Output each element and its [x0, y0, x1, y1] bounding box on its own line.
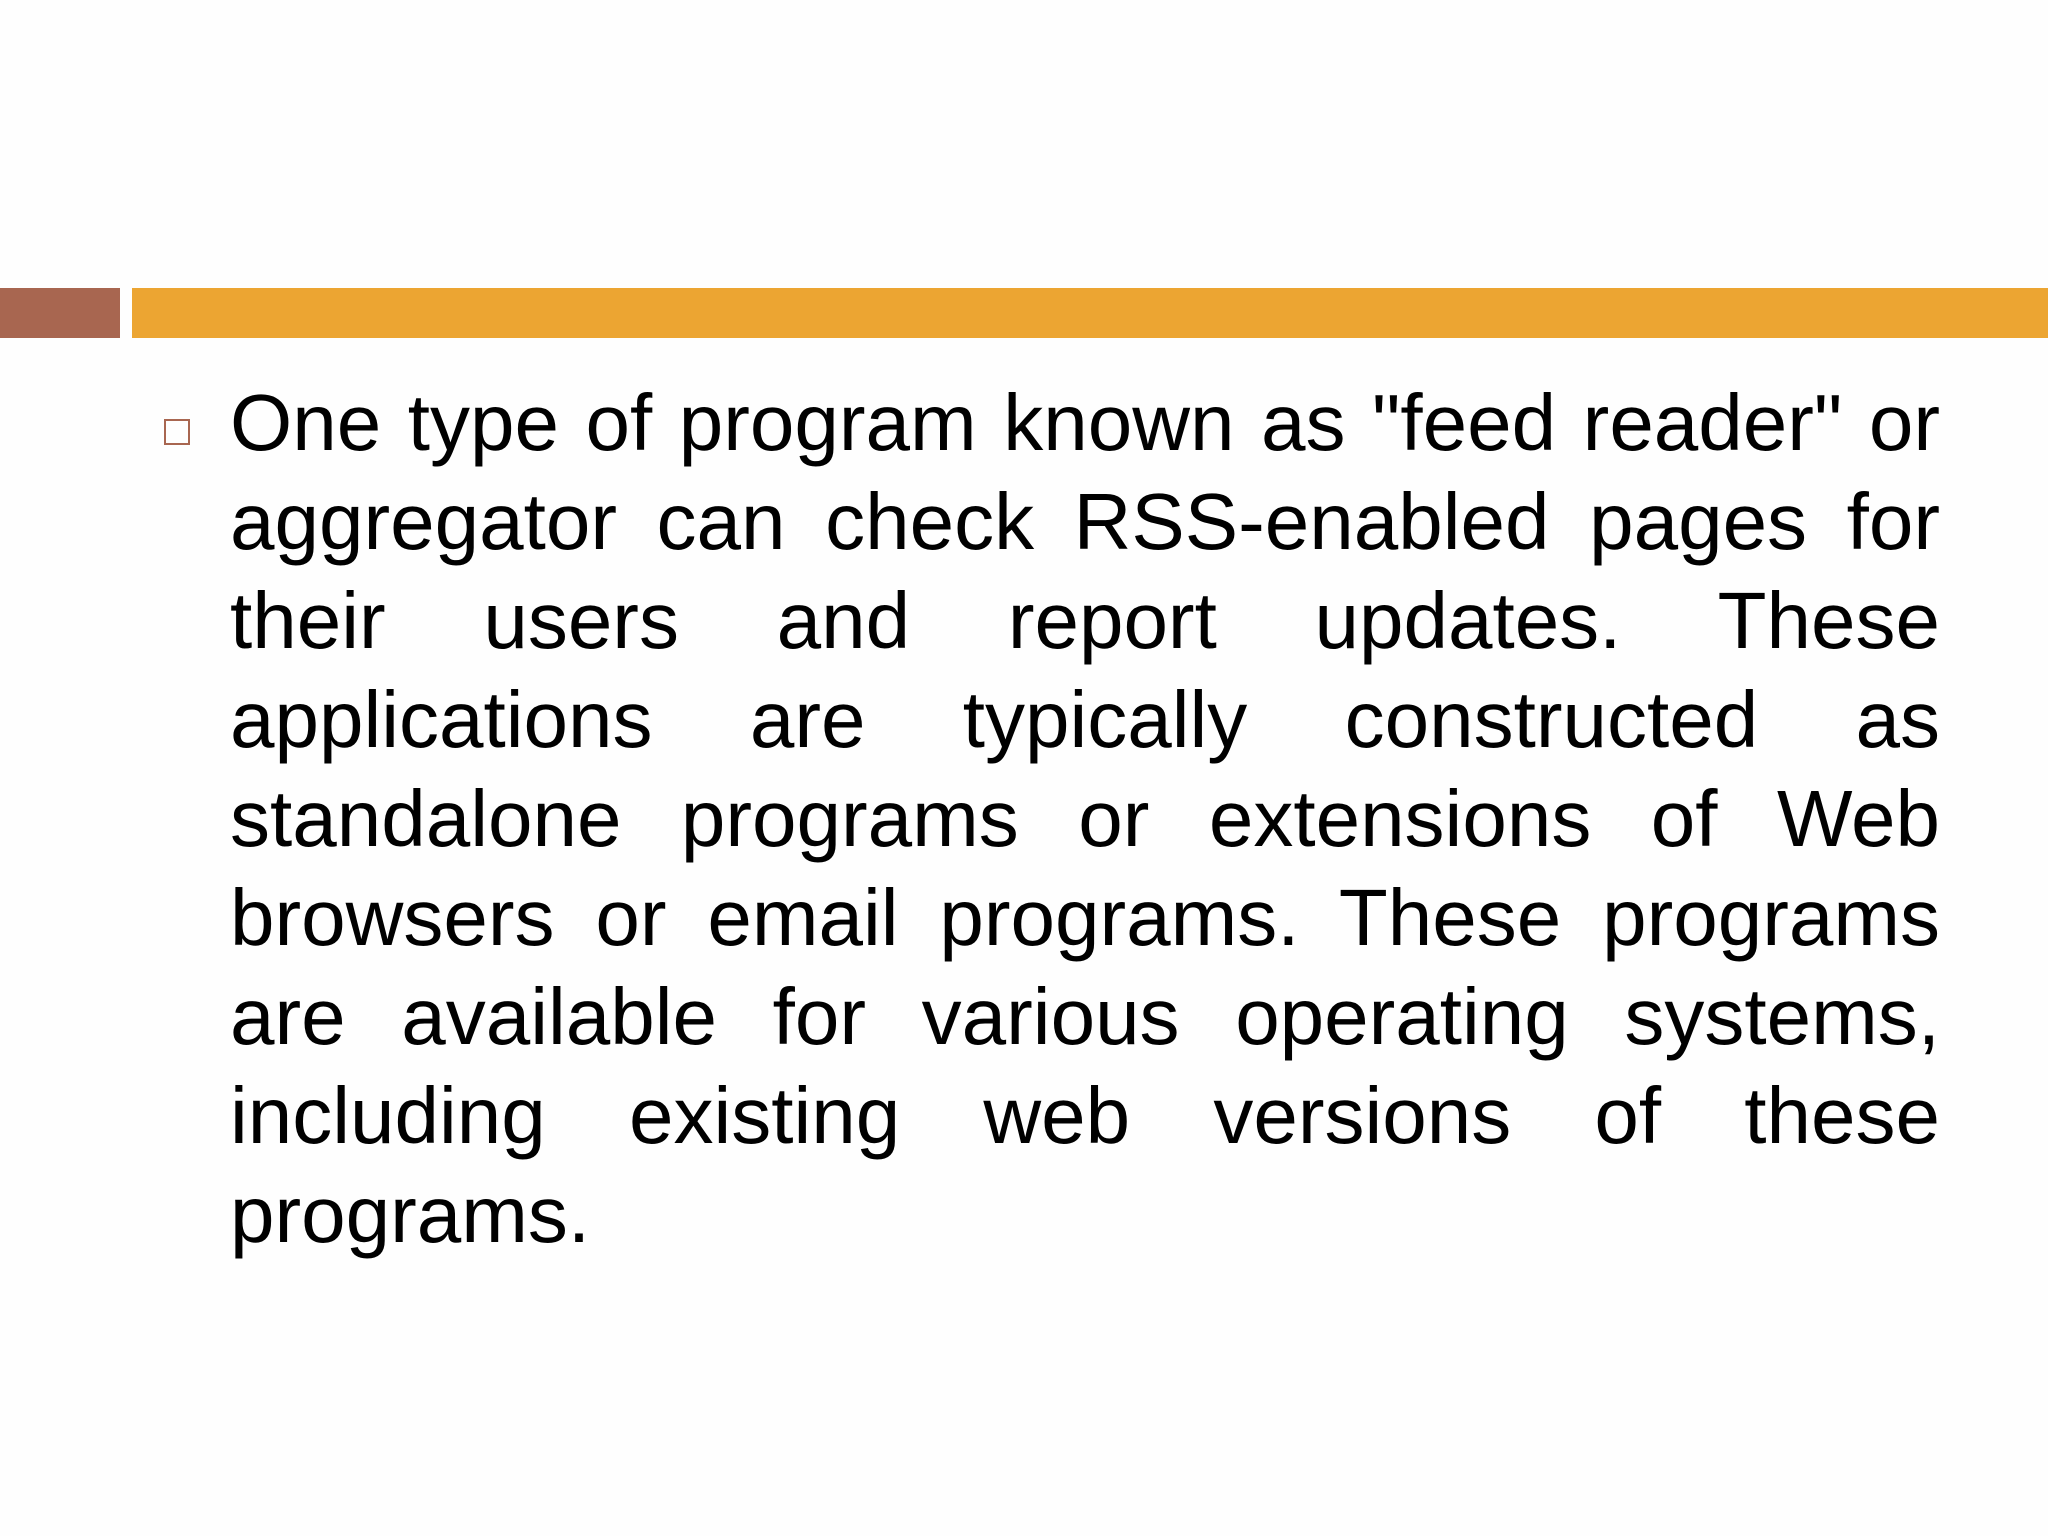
accent-bar: [132, 288, 2048, 338]
bullet-paragraph: One type of program known as "feed reader" or aggregator can check RSS-enabled pages for their users and report updates. These applications are typically constructed as standalone programs or extensions of Web browsers or email programs. These programs are available for various operating systems, including existing web versions of these programs.: [230, 378, 1940, 1259]
accent-block: [0, 288, 120, 338]
square-bullet-icon: [164, 419, 190, 445]
